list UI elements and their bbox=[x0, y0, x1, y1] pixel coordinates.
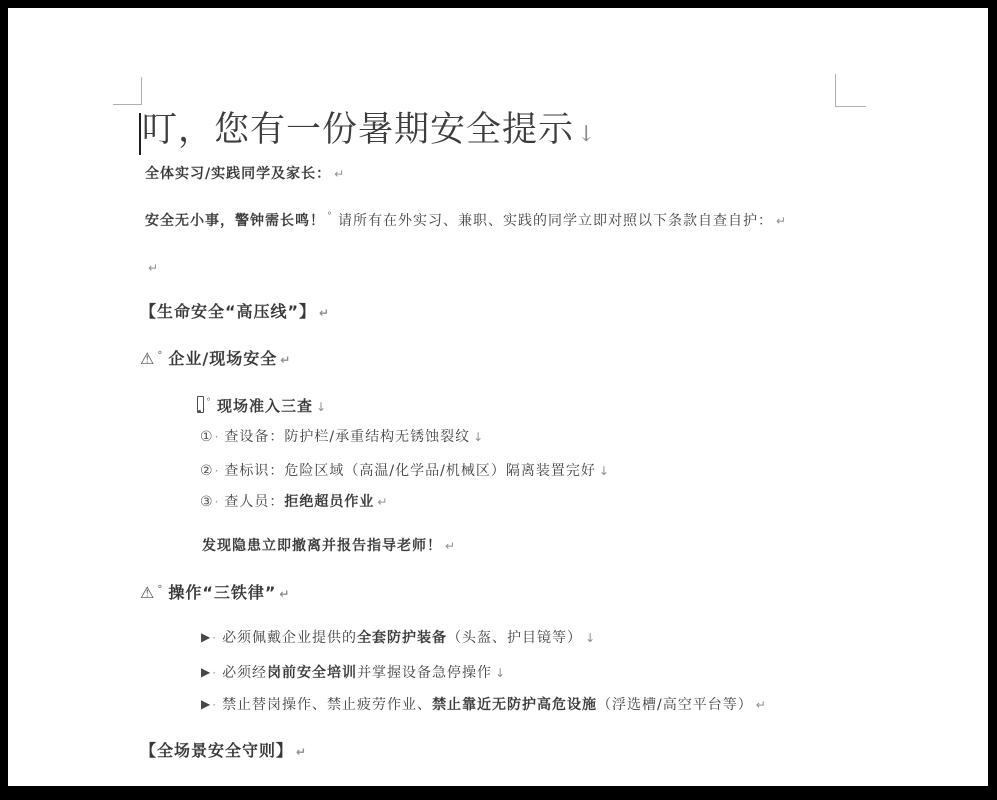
list-dot: · bbox=[214, 464, 219, 478]
alert-text: 请所有在外实习、兼职、实践的同学立即对照以下条款自查自护： bbox=[338, 213, 773, 229]
paragraph-mark: ↵ bbox=[296, 745, 307, 759]
play-marker-icon: ▶ bbox=[201, 697, 212, 711]
list-item-rule-protective-gear bbox=[201, 629, 595, 647]
heading-text: 【生命安全“高压线”】 bbox=[140, 302, 317, 321]
paragraph-empty bbox=[145, 259, 158, 277]
paragraph-intro bbox=[145, 165, 344, 183]
circled-two-marker: ② bbox=[200, 463, 214, 479]
text-cursor bbox=[139, 113, 141, 155]
list-dot: · bbox=[212, 631, 217, 645]
heading-text: 操作“三铁律” bbox=[168, 583, 277, 602]
paragraph-mark: ↵ bbox=[280, 353, 291, 367]
paragraph-mark: ↵ bbox=[279, 587, 290, 601]
circled-three-marker: ③ bbox=[200, 494, 214, 510]
section-heading-all-scenarios bbox=[140, 741, 306, 762]
item-text: 必须经 bbox=[222, 665, 268, 681]
line-break-mark: ↓ bbox=[316, 400, 327, 414]
warning-triangle-icon: ⚠ bbox=[140, 349, 156, 368]
list-dot: · bbox=[212, 698, 217, 712]
paragraph-mark: ↵ bbox=[334, 167, 345, 181]
list-item-check-personnel bbox=[200, 493, 387, 511]
section-heading-life-safety bbox=[140, 302, 329, 323]
margin-corner-mark-top-left bbox=[113, 77, 142, 105]
warning-text: 发现隐患立即撤离并报告指导老师！ bbox=[202, 538, 442, 554]
document-title bbox=[142, 108, 595, 154]
title-text: 叮，您有一份暑期安全提示 bbox=[142, 110, 575, 150]
alert-bold-text: 安全无小事，警钟需长鸣！ bbox=[145, 213, 325, 229]
list-item-rule-prohibitions bbox=[201, 696, 766, 714]
list-dot: · bbox=[214, 430, 219, 444]
item-text: 查标识：危险区域（高温/化学品/机械区）隔离装置完好 bbox=[224, 463, 596, 479]
margin-corner-mark-top-right bbox=[835, 74, 866, 107]
paragraph-mark: ↵ bbox=[377, 495, 388, 509]
play-marker-icon: ▶ bbox=[201, 665, 212, 679]
list-item-rule-training bbox=[201, 664, 505, 682]
item-text-post: （头盔、护目镜等） bbox=[447, 630, 583, 646]
paragraph-mark: ↵ bbox=[755, 698, 766, 712]
item-text: 禁止替岗操作、禁止疲劳作业、 bbox=[222, 697, 433, 713]
document-page[interactable] bbox=[8, 8, 988, 786]
play-marker-icon: ▶ bbox=[201, 630, 212, 644]
emoji-fallback-box-icon bbox=[197, 396, 204, 413]
heading-enterprise-site-safety bbox=[140, 349, 290, 370]
paragraph-mark: ↵ bbox=[319, 306, 330, 320]
paragraph-alert bbox=[145, 210, 786, 230]
line-break-mark: ↓ bbox=[585, 631, 596, 645]
paragraph-hazard-warning bbox=[202, 537, 455, 555]
paragraph-mark: ↵ bbox=[445, 539, 456, 553]
circled-one-marker: ① bbox=[200, 429, 214, 445]
line-break-mark: ↓ bbox=[473, 430, 484, 444]
subheading-three-checks bbox=[197, 396, 326, 417]
line-break-mark: ↓ bbox=[598, 464, 609, 478]
warning-triangle-icon: ⚠ bbox=[140, 583, 156, 602]
item-bold-text: 拒绝超员作业 bbox=[284, 494, 375, 510]
item-text-post: （浮选槽/高空平台等） bbox=[597, 697, 753, 713]
item-text: 查设备：防护栏/承重结构无锈蚀裂纹 bbox=[224, 429, 471, 445]
line-break-mark: ↓ bbox=[495, 666, 506, 680]
heading-three-iron-rules bbox=[140, 583, 289, 604]
list-dot: · bbox=[214, 495, 219, 509]
list-item-check-equipment bbox=[200, 428, 483, 446]
line-break-mark: ↓ bbox=[577, 122, 596, 147]
subheading-text: 现场准入三查 bbox=[217, 397, 314, 415]
item-bold-text: 禁止靠近无防护高危设施 bbox=[432, 697, 598, 713]
list-item-check-signs bbox=[200, 462, 609, 480]
item-text: 查人员： bbox=[224, 494, 285, 510]
item-bold-text: 全套防护装备 bbox=[357, 630, 448, 646]
list-dot: · bbox=[212, 666, 217, 680]
degree-glyph: ° bbox=[157, 584, 163, 595]
item-text: 必须佩戴企业提供的 bbox=[222, 630, 358, 646]
degree-glyph: ° bbox=[327, 211, 332, 222]
item-bold-text: 岗前安全培训 bbox=[267, 665, 358, 681]
paragraph-mark: ↵ bbox=[148, 261, 159, 275]
heading-text: 企业/现场安全 bbox=[168, 349, 278, 368]
paragraph-mark: ↵ bbox=[776, 214, 787, 228]
item-text-post: 并掌握设备急停操作 bbox=[357, 665, 493, 681]
heading-text: 【全场景安全守则】 bbox=[140, 741, 294, 760]
degree-glyph: ° bbox=[157, 350, 163, 361]
intro-text: 全体实习/实践同学及家长： bbox=[145, 166, 332, 182]
degree-glyph: ° bbox=[206, 397, 211, 408]
